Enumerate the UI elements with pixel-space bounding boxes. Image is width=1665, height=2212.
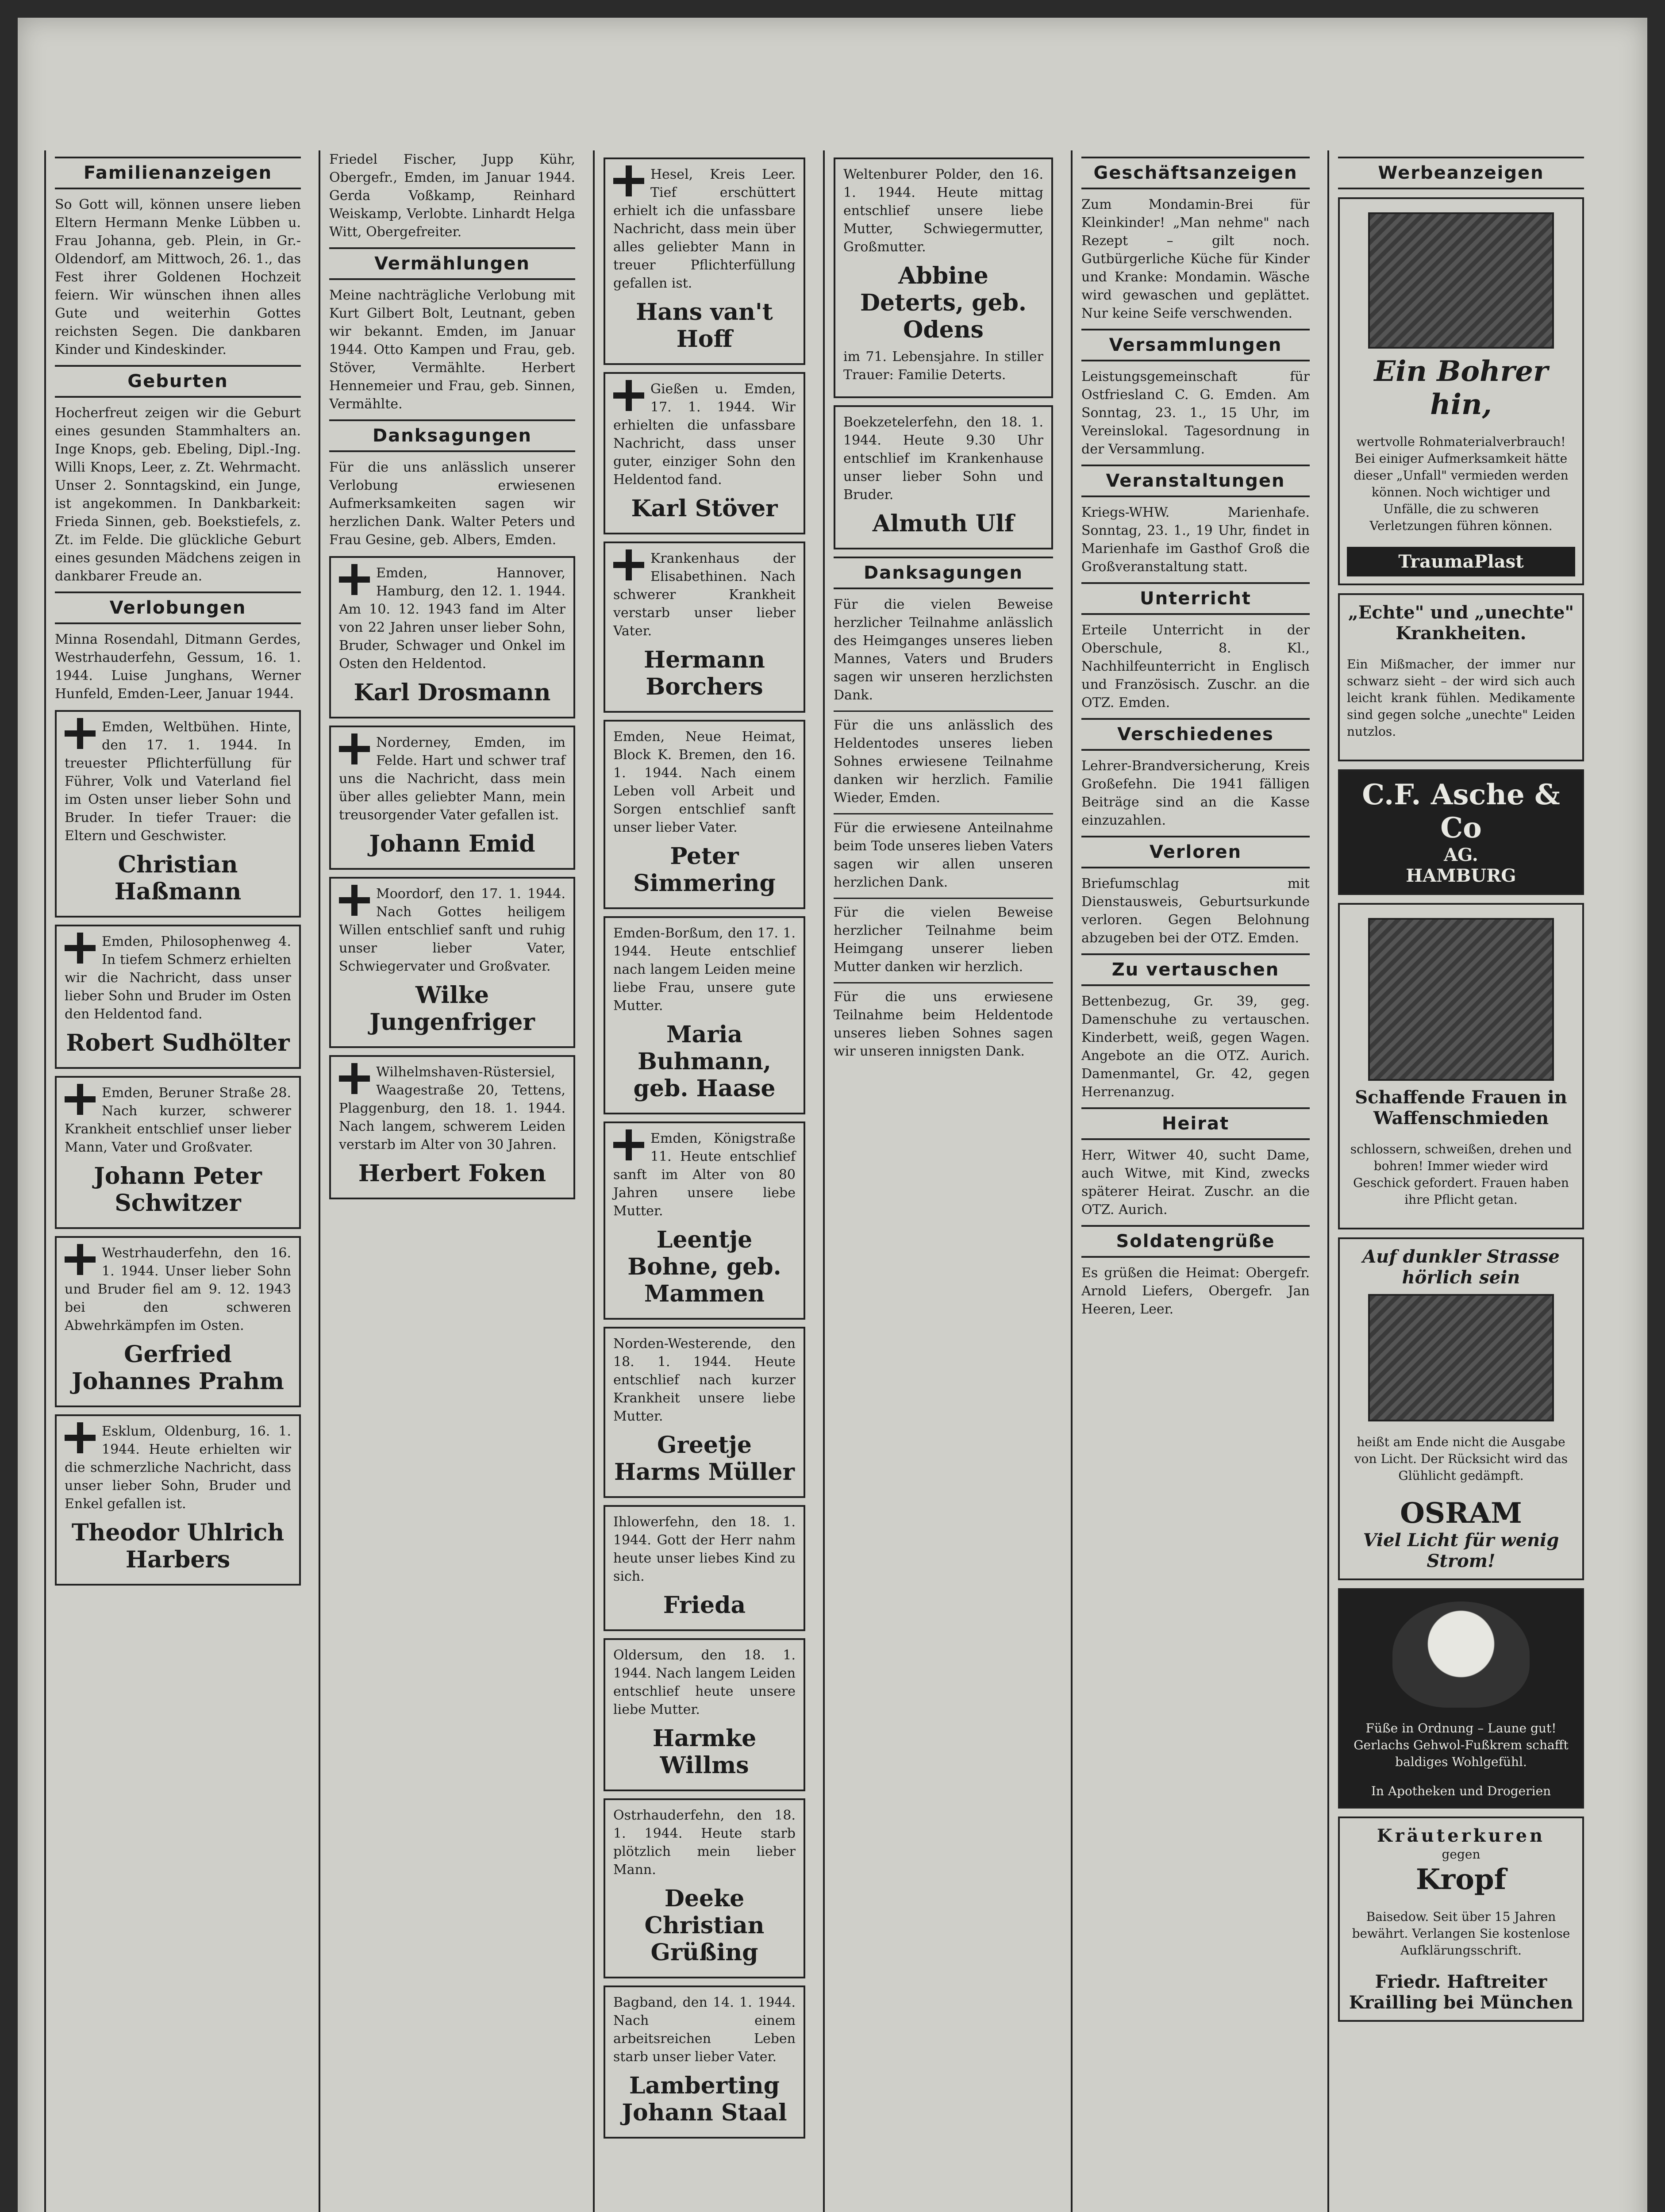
obituary-text: Emden, Königstraße 11. Heute entschlief sanft im Alter von 80 Jahren unsere liebe Mutter. — [613, 1131, 796, 1219]
wedding-notices: Meine nachträgliche Verlobung mit Kurt Gilbert Bolt, Leutnant, geben wir bekannt. Emden, im Januar 1944. Otto Kampen und Frau, geb. Stöver, Vermählte. Herbert Hennemeier und Frau, geb. Sinnen, Vermählte. — [329, 288, 575, 412]
obituary-name: Hans van't Hoff — [636, 299, 773, 353]
obituary-name: Harmke Willms — [652, 1725, 757, 1779]
divider — [834, 982, 1053, 983]
obituary-text: Wilhelmshaven-Rüstersiel, Waagestraße 20, Tettens, Plaggenburg, den 18. 1. 1944. Nach langem, schwerem Leiden verstarb im Alter von 30 Jahren. — [339, 1064, 565, 1152]
column-4 — [823, 150, 1062, 2212]
thanks-notice: Für die erwiesene Anteilnahme beim Tode unseres lieben Vaters sagen wir allen unseren herzlichen Dank. — [834, 820, 1053, 890]
meeting-notices: Leistungsgemeinschaft für Ostfriesland C. G. Emden. Am Sonntag, 23. 1., 15 Uhr, im Vereinslokal. Tagesordnung in der Versammlung. — [1081, 369, 1310, 457]
thanks-notice: Für die uns anlässlich des Heldentodes unseres lieben Sohnes erwiesene Teilnahme danken wir herzlich. Familie Wieder, Emden. — [834, 718, 1053, 806]
obituary — [604, 1798, 805, 1978]
thanks-notice: Für die uns erwiesene Teilnahme beim Heldentode unseres lieben Sohnes sagen wir unseren innigsten Dank. — [834, 989, 1053, 1059]
ad-headline: Auf dunkler Strasse hörlich sein — [1362, 1246, 1560, 1288]
ad-maker: Friedr. Haftreiter Krailling bei München — [1349, 1971, 1573, 2013]
divider — [834, 710, 1053, 712]
section-header-thanks: Danksagungen — [329, 419, 575, 452]
obituary-text: Westrhauderfehn, den 16. 1. 1944. Unser lieber Sohn und Bruder fiel am 9. 12. 1943 bei den schweren Abwehrkämpfen im Osten. — [65, 1245, 291, 1333]
ad-city: HAMBURG — [1406, 865, 1516, 886]
iron-cross-icon — [65, 1244, 96, 1275]
section-header-births: Geburten — [55, 365, 301, 398]
obituary — [834, 157, 1053, 398]
gehwol-ad — [1338, 1588, 1584, 1809]
obituary — [55, 710, 301, 918]
section-header-thanks: Danksagungen — [834, 557, 1053, 589]
obituary-text: Emden, Neue Heimat, Block K. Bremen, den 16. 1. 1944. Nach einem Leben voll Arbeit und Sorgen entschlief sanft unser lieber Vater. — [613, 729, 796, 835]
obituary-name: Wilke Jungenfriger — [369, 982, 535, 1036]
trade-notices: Bettenbezug, Gr. 39, geg. Damenschuhe zu vertauschen. Kinderbett, weiß, gegen Wagen. Angebote an die OTZ. Aurich. Damenmantel, Gr. 42, gegen Herrenanzug. — [1081, 994, 1310, 1100]
thanks-notice: Für die vielen Beweise herzlicher Teilnahme anlässlich des Heimganges unseres lieben Mannes, Vaters und Bruders sagen wir unseren herzlichsten Dank. — [834, 597, 1053, 703]
iron-cross-icon — [65, 1422, 96, 1453]
cross-icon — [65, 1084, 96, 1115]
column-1 — [44, 150, 310, 2212]
obituary — [55, 1236, 301, 1407]
ad-brand: C.F. Asche & Co — [1362, 778, 1560, 845]
section-header-soldiers: Soldatengrüße — [1081, 1225, 1310, 1258]
obituary-name: Herbert Foken — [358, 1160, 546, 1187]
divider — [834, 898, 1053, 899]
ad-text: Baisedow. Seit über 15 Jahren bewährt. Verlangen Sie kostenlose Aufklärungsschrift. — [1352, 1909, 1570, 1958]
asche-ad — [1338, 769, 1584, 895]
iron-cross-icon — [65, 718, 96, 749]
obituary-name: Gerfried Johannes Prahm — [72, 1341, 284, 1395]
obituary-name: Hermann Borchers — [644, 646, 765, 700]
obituary-text: Weltenburer Polder, den 16. 1. 1944. Heute mittag entschlief unsere liebe Mutter, Schwiegermutter, Großmutter. — [843, 167, 1043, 255]
column-5 — [1071, 150, 1319, 2212]
thanks-notice: Für die vielen Beweise herzlicher Teilnahme beim Heimgang unserer lieben Mutter danken wir herzlich. — [834, 905, 1053, 975]
obituary — [604, 541, 805, 713]
ad-text: heißt am Ende nicht die Ausgabe von Licht. Der Rücksicht wird das Glühlicht gedämpft. — [1354, 1435, 1568, 1483]
obituary-name: Johann Emid — [369, 830, 535, 857]
divider — [834, 813, 1053, 814]
section-header-lost: Verloren — [1081, 836, 1310, 868]
obituary — [604, 1985, 805, 2139]
obituary — [329, 726, 575, 870]
obituary-text: Hesel, Kreis Leer. Tief erschüttert erhielt ich die unfassbare Nachricht, dass mein über alles geliebter Mann in treuer Pflichterfüllung gefallen ist. — [613, 167, 796, 291]
obituary — [55, 925, 301, 1069]
kropf-ad — [1338, 1816, 1584, 2022]
cross-icon — [339, 1063, 370, 1094]
obituary-name: Abbine Deterts, geb. Odens — [860, 262, 1027, 343]
iron-cross-icon — [613, 165, 644, 196]
foot-illustration — [1392, 1601, 1530, 1708]
lost-notices: Briefumschlag mit Dienstausweis, Geburtsurkunde verloren. Gegen Belohnung abzugeben bei der OTZ. Emden. — [1081, 876, 1310, 946]
iron-cross-icon — [339, 564, 370, 595]
soldier-greetings: Es grüßen die Heimat: Obergefr. Arnold Liefers, Obergefr. Jan Heeren, Leer. — [1081, 1265, 1310, 1317]
osram-ad — [1338, 1237, 1584, 1580]
obituary-text: Bagband, den 14. 1. 1944. Nach einem arbeitsreichen Leben starb unser lieber Vater. — [613, 1995, 796, 2065]
golden-wedding-notice: So Gott will, können unsere lieben Eltern Hermann Menke Lübben u. Frau Johanna, geb. Plein, in Gr.-Oldendorf, am Mittwoch, 26. 1., das Fest ihrer Goldenen Hochzeit feiern. Wir wünschen ihnen alles Gute und weiterhin Gottes reichsten Segen. Die dankbaren Kinder und Kindeskinder. — [55, 197, 301, 357]
ad-headline: Ein Bohrer hin, — [1374, 355, 1548, 421]
obituary-name: Karl Stöver — [631, 495, 778, 522]
ad-text: wertvolle Rohmaterialverbrauch! Bei einiger Aufmerksamkeit hätte dieser „Unfall" vermieden werden können. Noch wichtiger und Unfälle, die zu schweren Verletzungen führen können. — [1354, 434, 1569, 533]
obituary-text: im 71. Lebensjahre. In stiller Trauer: Familie Deterts. — [843, 349, 1043, 383]
ad-headline: Schaffende Frauen in Waffenschmieden — [1355, 1087, 1567, 1129]
ad-text: Füße in Ordnung – Laune gut! Gerlachs Gehwol-Fußkrem schafft baldiges Wohlgefühl. — [1354, 1721, 1569, 1769]
ad-slogan: Viel Licht für wenig Strom! — [1363, 1530, 1559, 1571]
engagement-notices-top: Friedel Fischer, Jupp Kühr, Obergefr., Emden, im Januar 1944. Gerda Voßkamp, Reinhard Weiskamp, Verlobte. Linhardt Helga Witt, Obergefreiter. — [329, 152, 575, 240]
ad-brand: Kropf — [1415, 1863, 1507, 1896]
births-notices: Hocherfreut zeigen wir die Geburt eines gesunden Stammhalters an. Inge Knops, geb. Ebeling, Dipl.-Ing. Willi Knops, Leer, z. Zt. Wehrmacht. Unser 2. Sonntagskind, ein Junge, ist angekommen. In Dankbarkeit: Frieda Sinnen, geb. Boekstiefels, z. Zt. im Felde. Die glückliche Geburt eines gesunden Mädchens zeigen in dankbarer Freude an. — [55, 405, 301, 584]
section-header-misc: Verschiedenes — [1081, 718, 1310, 751]
obituary-text: Ostrhauderfehn, den 18. 1. 1944. Heute starb plötzlich mein lieber Mann. — [613, 1808, 796, 1878]
drill-illustration — [1368, 212, 1554, 349]
business-notices: Zum Mondamin-Brei für Kleinkinder! „Man nehme" nach Rezept – gilt noch. Gutbürgerliche Küche für Kinder und Kranke: Mondamin. Wäsche wird gewaschen und geplättet. Nur keine Seife verschwenden. — [1081, 197, 1310, 321]
school-notices: Erteile Unterricht in der Oberschule, 8. Kl., Nachhilfeunterricht in Englisch und Französisch. Zuschr. an die OTZ. Emden. — [1081, 622, 1310, 710]
ad-text: schlossern, schweißen, drehen und bohren! Immer wieder wird Geschick gefordert. Frauen haben ihre Pflicht getan. — [1350, 1142, 1572, 1207]
obituary-name: Johann Peter Schwitzer — [94, 1163, 262, 1217]
obituary-text: Emden-Borßum, den 17. 1. 1944. Heute entschlief nach langem Leiden meine liebe Frau, unsere gute Mutter. — [613, 926, 796, 1014]
waffenschmieden-ad — [1338, 903, 1584, 1229]
obituary-name: Greetje Harms Müller — [614, 1432, 795, 1486]
obituary-name: Karl Drosmann — [354, 679, 551, 706]
obituary — [834, 405, 1053, 549]
thanks-notices: Für die uns anlässlich unserer Verlobung erwiesenen Aufmerksamkeiten sagen wir herzlichen Dank. Walter Peters und Frau Gesine, geb. Albers, Emden. — [329, 460, 575, 548]
column-2 — [319, 150, 584, 2212]
obituary-name: Theodor Uhlrich Harbers — [71, 1519, 285, 1573]
obituary — [329, 877, 575, 1048]
section-header-trade: Zu vertauschen — [1081, 953, 1310, 986]
obituary — [329, 556, 575, 718]
obituary-name: Christian Haßmann — [114, 851, 242, 905]
section-header-marriage: Heirat — [1081, 1107, 1310, 1140]
ad-brand: TraumaPlast — [1347, 547, 1575, 576]
obituary — [604, 720, 805, 909]
column-6 — [1327, 150, 1593, 2212]
iron-cross-icon — [613, 380, 644, 411]
obituary-name: Maria Buhmann, geb. Haase — [633, 1021, 776, 1102]
obituary — [55, 1076, 301, 1229]
section-header-school: Unterricht — [1081, 582, 1310, 615]
obituary — [604, 372, 805, 534]
obituary-text: Emden, Philosophenweg 4. In tiefem Schmerz erhielten wir die Nachricht, dass unser lieber Sohn und Bruder im Osten den Heldentod fand. — [65, 934, 291, 1022]
section-header-engagements: Verlobungen — [55, 591, 301, 624]
obituary — [604, 1327, 805, 1498]
obituary — [604, 157, 805, 365]
ad-headline: Kräuterkuren — [1377, 1825, 1546, 1846]
obituary-text: Emden, Hannover, Hamburg, den 12. 1. 1944. Am 10. 12. 1943 fand im Alter von 22 Jahren unser lieber Sohn, Bruder, Schwager und Onkel im Osten den Heldentod. — [339, 565, 565, 672]
iron-cross-icon — [339, 733, 370, 764]
obituary-name: Almuth Ulf — [872, 510, 1015, 537]
section-header-weddings: Vermählungen — [329, 247, 575, 280]
obituary-text: Boekzetelerfehn, den 18. 1. 1944. Heute 9.30 Uhr entschlief im Krankenhause unser lieber Sohn und Bruder. — [843, 415, 1043, 503]
obituary-text: Esklum, Oldenburg, 16. 1. 1944. Heute erhielten wir die schmerzliche Nachricht, dass unser lieber Sohn, Bruder und Enkel gefallen ist. — [65, 1424, 291, 1512]
ad-subline: In Apotheken und Drogerien — [1371, 1784, 1551, 1798]
obituary-text: Krankenhaus der Elisabethinen. Nach schwerer Krankheit verstarb unser lieber Vater. — [613, 551, 796, 639]
obituary-text: Emden, Weltbühen. Hinte, den 17. 1. 1944. In treuester Pflichterfüllung für Führer, Volk und Vaterland fiel im Osten unser lieber Sohn und Bruder. In tiefer Trauer: die Eltern und Geschwister. — [65, 719, 291, 844]
ad-brand: OSRAM — [1400, 1497, 1522, 1530]
obituary-text: Oldersum, den 18. 1. 1944. Nach langem Leiden entschlief heute unsere liebe Mutter. — [613, 1647, 796, 1717]
obituary-text: Norden-Westerende, den 18. 1. 1944. Heute entschlief nach kurzer Krankheit unsere liebe Mutter. — [613, 1336, 796, 1424]
obituary — [329, 1055, 575, 1199]
krankheiten-ad — [1338, 593, 1584, 761]
street-illustration — [1368, 1294, 1554, 1421]
event-notices: Kriegs-WHW. Marienhafe. Sonntag, 23. 1., 19 Uhr, findet in Marienhafe im Gasthof Groß die Großveranstaltung statt. — [1081, 505, 1310, 575]
obituary-text: Moordorf, den 17. 1. 1944. Nach Gottes heiligem Willen entschlief sanft und ruhig unser lieber Vater, Schwiegervater und Großvater. — [339, 886, 565, 974]
ad-headline: „Echte" und „unechte" Krankheiten. — [1348, 602, 1574, 644]
marriage-notices: Herr, Witwer 40, sucht Dame, auch Witwe, mit Kind, zwecks späterer Heirat. Zuschr. an die OTZ. Aurich. — [1081, 1148, 1310, 1217]
section-header-ads: Werbeanzeigen — [1338, 157, 1584, 189]
cross-icon — [613, 1129, 644, 1160]
section-header-business: Geschäftsanzeigen — [1081, 157, 1310, 189]
obituary — [604, 1505, 805, 1631]
obituary-text: Emden, Beruner Straße 28. Nach kurzer, schwerer Krankheit entschlief unser lieber Mann, Vater und Großvater. — [65, 1085, 291, 1155]
obituary-name: Peter Simmering — [633, 843, 776, 897]
obituary-text: Ihlowerfehn, den 18. 1. 1944. Gott der Herr nahm heute unser liebes Kind zu sich. — [613, 1514, 796, 1584]
iron-cross-icon — [65, 933, 96, 964]
ad-text: Ein Mißmacher, der immer nur schwarz sieht – der wird sich auch leicht krank fühlen. Medikamente sind gegen solche „unechte" Leiden nutzlos. — [1347, 657, 1575, 739]
obituary — [604, 916, 805, 1114]
engagement-notices: Minna Rosendahl, Ditmann Gerdes, Westrhauderfehn, Gessum, 16. 1. 1944. Luise Junghans, Werner Hunfeld, Emden-Leer, Januar 1944. — [55, 632, 301, 702]
traumaplast-ad — [1338, 197, 1584, 585]
section-header-events: Veranstaltungen — [1081, 465, 1310, 497]
obituary — [604, 1121, 805, 1320]
obituary — [604, 1638, 805, 1791]
obituary — [55, 1414, 301, 1586]
obituary-name: Frieda — [663, 1592, 746, 1619]
ad-brand-sub: AG. — [1444, 845, 1478, 865]
ad-subline: gegen — [1442, 1847, 1480, 1862]
cross-icon — [339, 885, 370, 916]
section-header-meetings: Versammlungen — [1081, 329, 1310, 361]
cross-icon — [613, 549, 644, 580]
worker-illustration — [1368, 918, 1554, 1081]
obituary-name: Deeke Christian Grüßing — [644, 1885, 765, 1966]
section-header-family: Familienanzeigen — [55, 157, 301, 189]
obituary-text: Gießen u. Emden, 17. 1. 1944. Wir erhielten die unfassbare Nachricht, dass unser guter, einziger Sohn den Heldentod fand. — [613, 381, 796, 488]
column-3 — [593, 150, 814, 2212]
misc-notices: Lehrer-Brandversicherung, Kreis Großefehn. Die 1941 fälligen Beiträge sind an die Kasse einzuzahlen. — [1081, 758, 1310, 828]
obituary-name: Robert Sudhölter — [66, 1029, 290, 1056]
obituary-name: Lamberting Johann Staal — [622, 2072, 787, 2126]
obituary-name: Leentje Bohne, geb. Mammen — [627, 1226, 781, 1307]
newspaper-page — [18, 18, 1647, 2212]
obituary-text: Norderney, Emden, im Felde. Hart und schwer traf uns die Nachricht, dass mein über alles geliebter Mann, mein treusorgender Vater gefallen ist. — [339, 735, 565, 823]
